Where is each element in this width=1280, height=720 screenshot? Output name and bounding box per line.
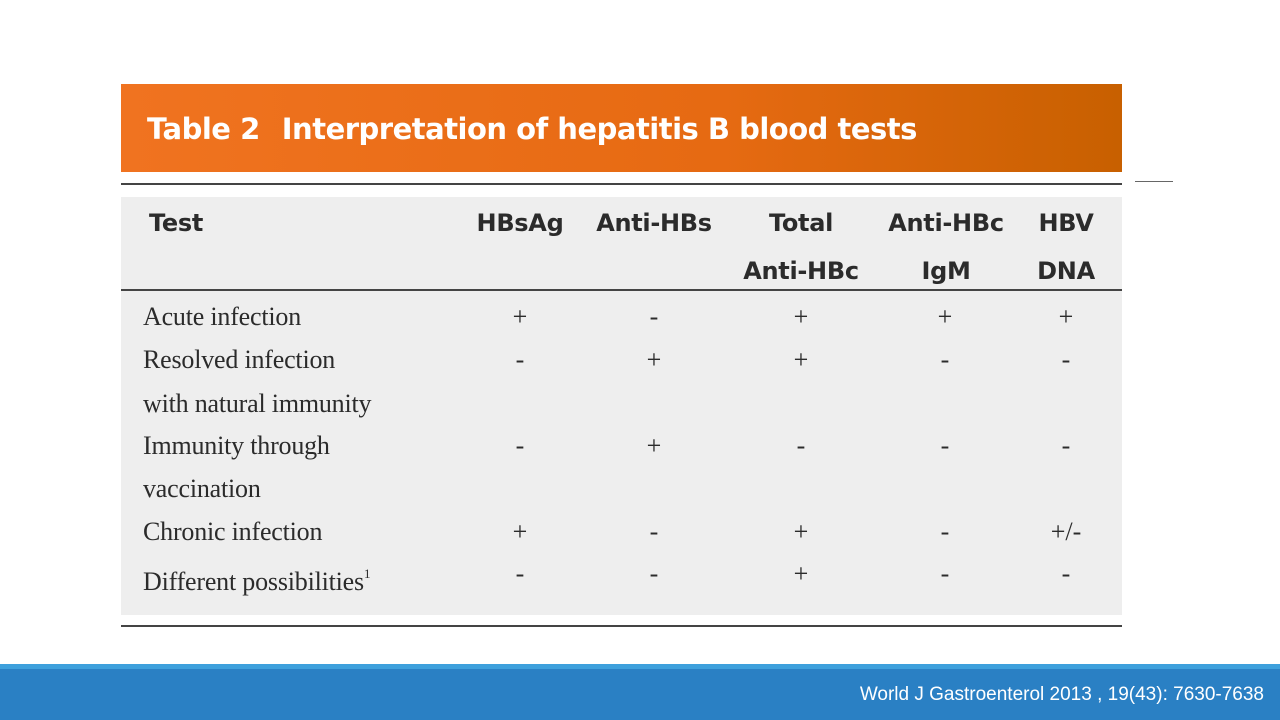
table-title-bar [121,84,1122,172]
cell-acute-total-anti-hbc: + [793,302,809,331]
cell-resolved-anti-hbc-igm: - [940,345,950,374]
cell-acute-hbv-dna: + [1058,302,1074,331]
column-header-total-anti-hbc-line2: Anti-HBc [743,257,859,285]
row-label-chronic-infection: Chronic infection [143,517,323,546]
footnote-marker: 1 [363,566,371,581]
table-caption: Interpretation of hepatitis B blood tests [281,112,917,146]
header-rule [121,289,1122,291]
footer-accent-stripe [0,664,1280,669]
cell-different-hbv-dna: - [1061,559,1071,588]
column-header-anti-hbc-igm-line2: IgM [921,257,971,285]
cell-chronic-total-anti-hbc: + [793,517,809,546]
cell-different-total-anti-hbc: + [793,559,809,588]
column-header-anti-hbc-igm-line1: Anti-HBc [888,209,1004,237]
cell-resolved-anti-hbs: + [646,345,662,374]
cell-resolved-hbv-dna: - [1061,345,1071,374]
row-label-vaccination-line2: vaccination [143,474,261,503]
cell-chronic-hbsag: + [512,517,528,546]
side-rule [1135,181,1173,182]
top-rule [121,183,1122,185]
hepatitis-b-table [121,197,1122,615]
row-label-resolved-infection-line2: with natural immunity [143,389,372,418]
cell-different-anti-hbs: - [649,559,659,588]
cell-acute-anti-hbc-igm: + [937,302,953,331]
row-label-vaccination-line1: Immunity through [143,431,330,460]
row-label-different-possibilities [143,552,370,603]
column-header-test: Test [149,209,204,237]
column-header-hbv-dna-line2: DNA [1037,257,1095,285]
cell-chronic-anti-hbc-igm: - [940,517,950,546]
citation: World J Gastroenterol 2013 , 19(43): 7630-7638 [859,684,1264,705]
column-header-hbsag: HBsAg [476,209,564,237]
cell-chronic-anti-hbs: - [649,517,659,546]
cell-vaccination-total-anti-hbc: - [796,431,806,460]
table-label: Table 2 [147,112,260,146]
cell-different-hbsag: - [515,559,525,588]
row-label-acute-infection: Acute infection [143,302,301,331]
table-title [147,112,917,146]
cell-acute-anti-hbs: - [649,302,659,331]
cell-vaccination-anti-hbc-igm: - [940,431,950,460]
bottom-rule [121,625,1122,627]
cell-vaccination-anti-hbs: + [646,431,662,460]
cell-resolved-total-anti-hbc: + [793,345,809,374]
cell-different-anti-hbc-igm: - [940,559,950,588]
row-label-resolved-infection-line1: Resolved infection [143,345,336,374]
row-label-different-possibilities-text: Different possibilities [143,567,364,596]
footer-band [0,664,1280,720]
column-header-hbv-dna-line1: HBV [1038,209,1094,237]
cell-vaccination-hbsag: - [515,431,525,460]
cell-resolved-hbsag: - [515,345,525,374]
cell-chronic-hbv-dna: +/- [1050,517,1082,546]
cell-vaccination-hbv-dna: - [1061,431,1071,460]
cell-acute-hbsag: + [512,302,528,331]
column-header-anti-hbs: Anti-HBs [596,209,712,237]
column-header-total-anti-hbc-line1: Total [768,209,834,237]
